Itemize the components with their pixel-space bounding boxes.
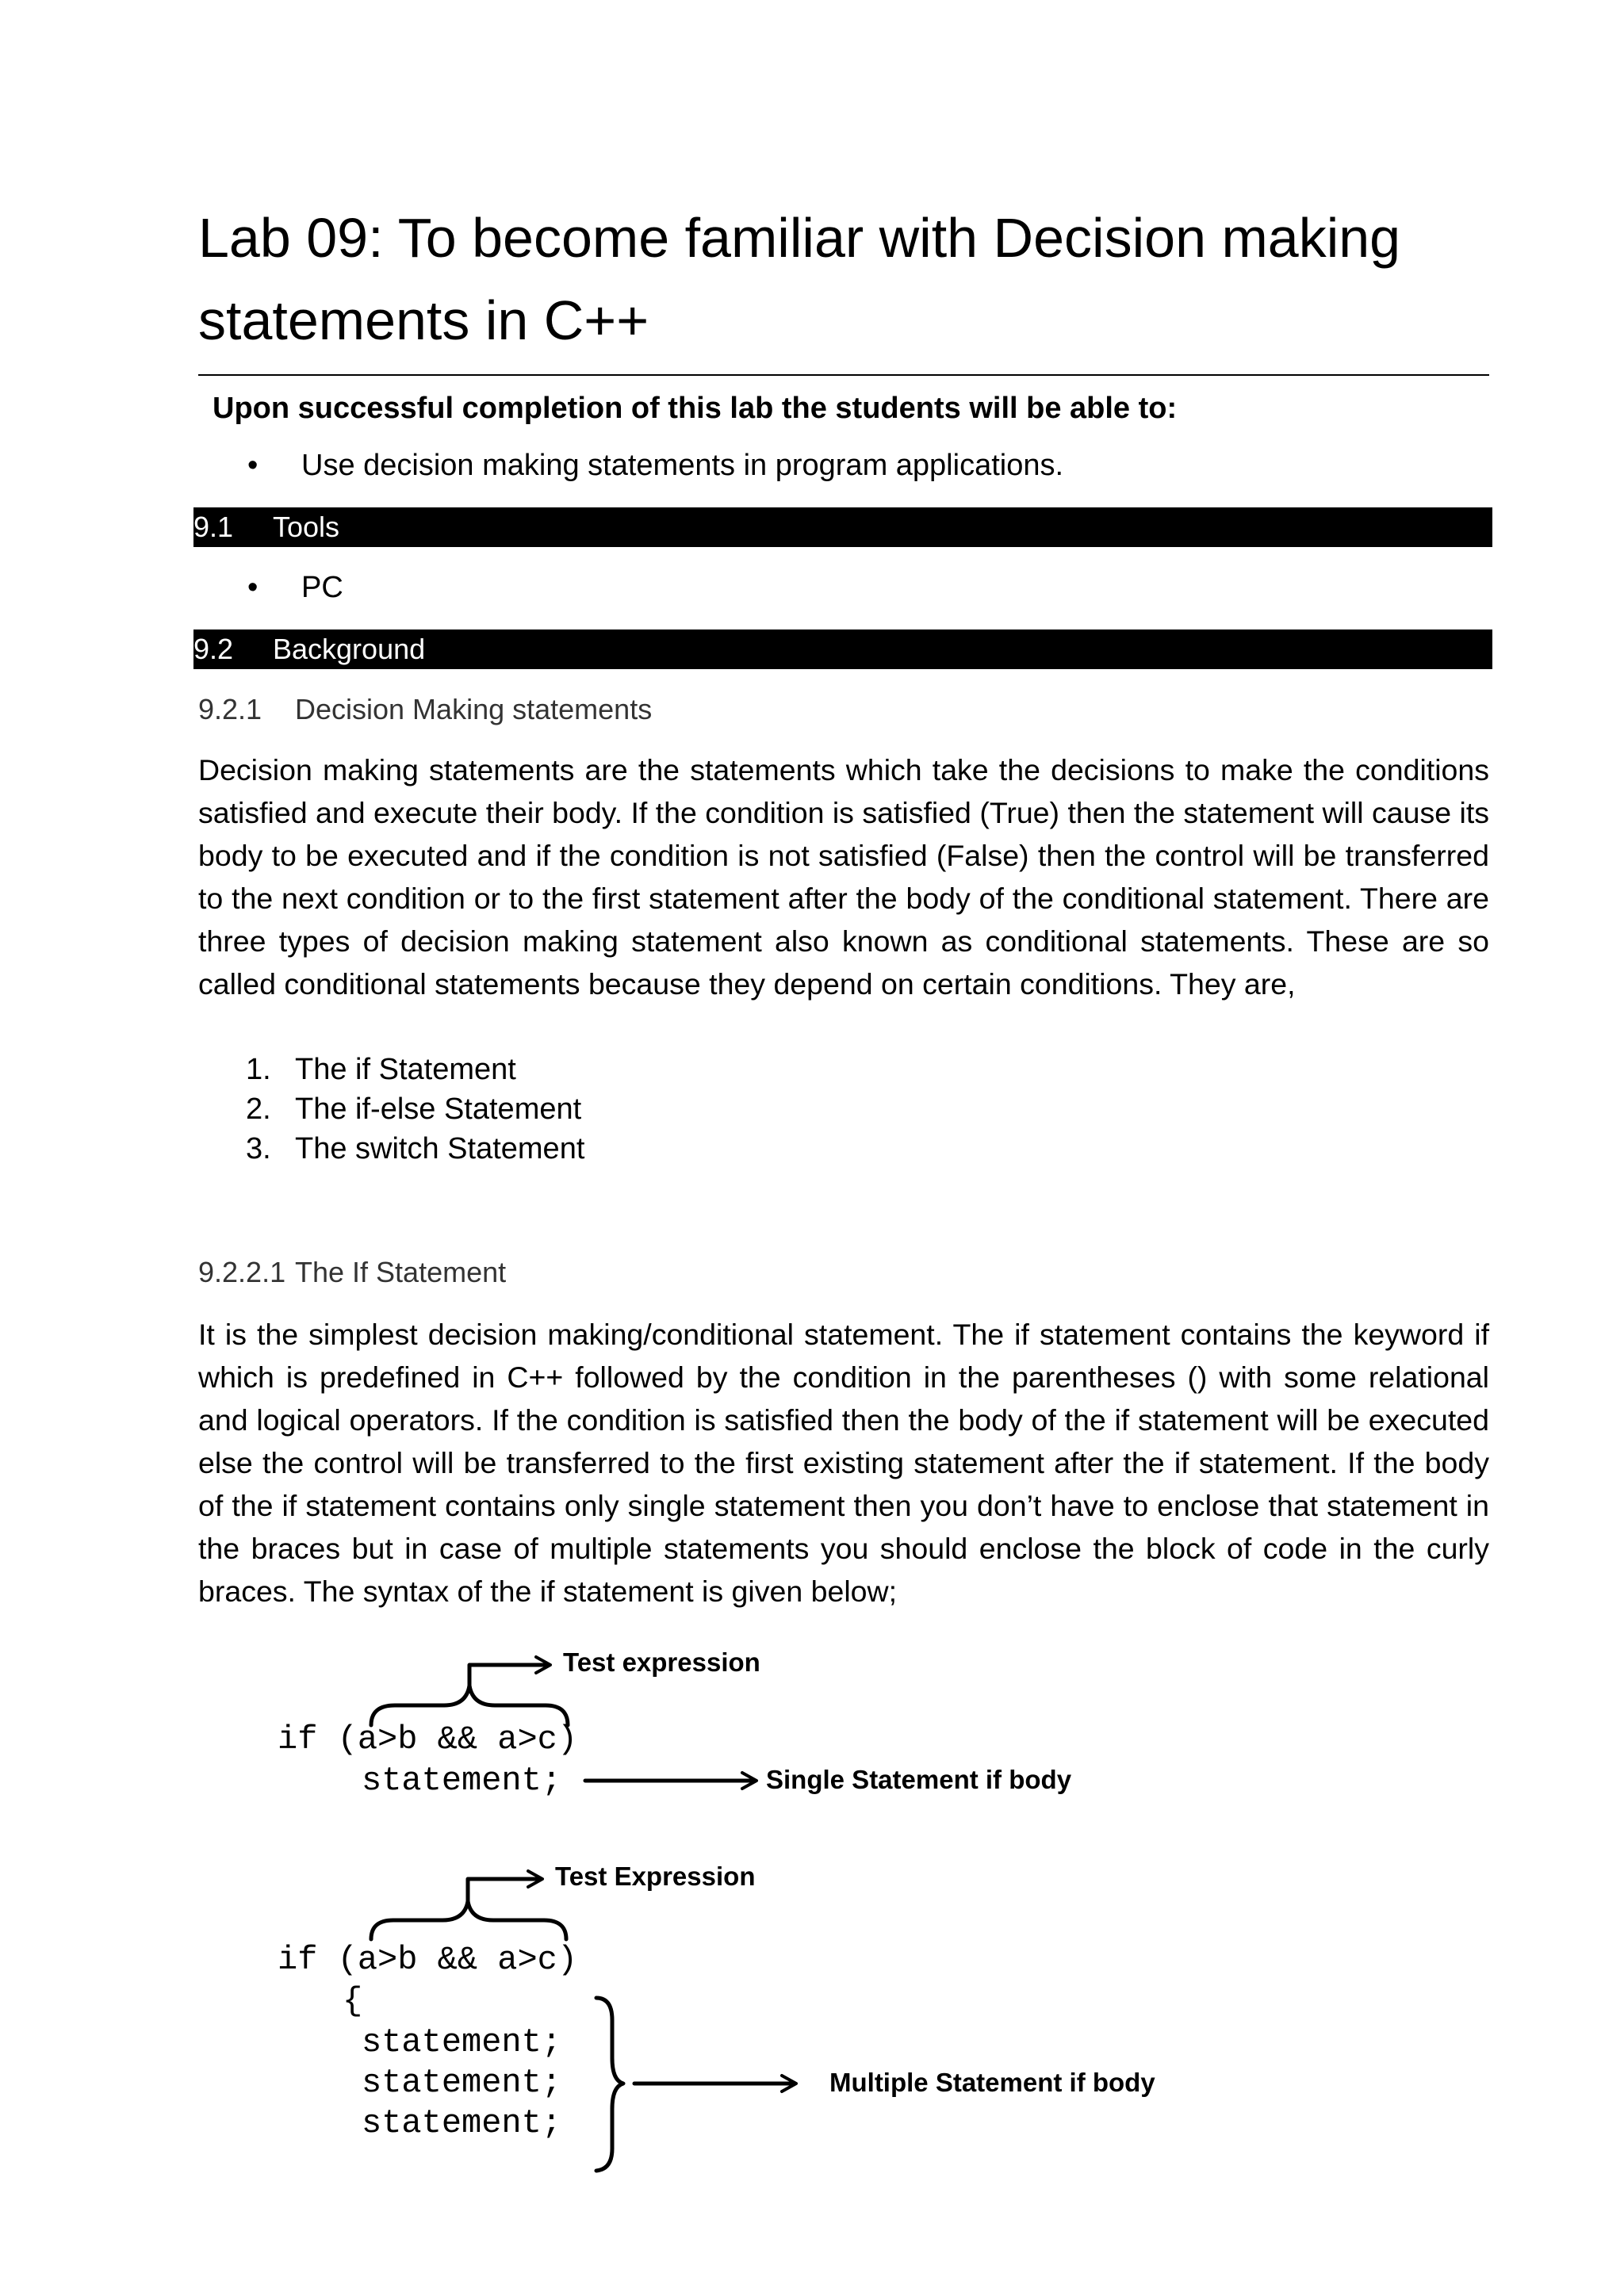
test-expression-arrow bbox=[468, 1879, 539, 1901]
list-text: The if-else Statement bbox=[295, 1093, 582, 1126]
section-label: Tools bbox=[273, 511, 340, 543]
tools-item-text: PC bbox=[301, 571, 343, 604]
subsection-number: 9.2.1 bbox=[198, 693, 262, 725]
code-if-condition: if (a>b && a>c) bbox=[278, 1720, 578, 1758]
test-expression-label: Test Expression bbox=[555, 1862, 756, 1891]
list-number: 1. bbox=[246, 1053, 271, 1086]
if-paragraph: It is the simplest decision making/conditional statement. The if statement contains the keyword if which is predefined in C++ followed by the condition in the parentheses () with some relational and logical operators. If the condition is satisfied then the body of the if statement will be executed else the control will be transferred to the first existing statement after the if statement. If the body of the if statement contains only single statement then you don’t have to enclose that statement in the braces but in case of multiple statements you should enclose the block of code in the curly braces. The syntax of the if statement is given below; bbox=[198, 1318, 1489, 1608]
code-statement: statement; bbox=[362, 2064, 562, 2102]
multiple-body-label: Multiple Statement if body bbox=[829, 2068, 1155, 2097]
bullet-icon: • bbox=[247, 449, 259, 482]
section-label: Background bbox=[273, 633, 426, 665]
test-expression-arrow bbox=[469, 1665, 547, 1686]
subsection-label: Decision Making statements bbox=[295, 693, 653, 725]
objectives-heading: Upon successful completion of this lab the students will be able to: bbox=[213, 392, 1178, 425]
code-if-condition: if (a>b && a>c) bbox=[278, 1941, 578, 1979]
list-text: The if Statement bbox=[295, 1053, 516, 1086]
condition-brace bbox=[371, 1901, 566, 1939]
code-statement: statement; bbox=[362, 1762, 562, 1800]
code-statement: statement; bbox=[362, 2104, 562, 2142]
objective-text: Use decision making statements in program applications. bbox=[301, 449, 1064, 482]
body-brace bbox=[596, 1998, 623, 2171]
subsection-number: 9.2.2.1 bbox=[198, 1256, 286, 1288]
page-title: Lab 09: To become familiar with Decision making statements in C++ bbox=[198, 207, 1401, 351]
test-expression-label: Test expression bbox=[563, 1647, 760, 1677]
list-text: The switch Statement bbox=[295, 1132, 585, 1165]
code-statement: statement; bbox=[362, 2023, 562, 2061]
bullet-icon: • bbox=[247, 571, 259, 604]
list-number: 3. bbox=[246, 1132, 271, 1165]
list-number: 2. bbox=[246, 1093, 271, 1126]
section-number: 9.2 bbox=[193, 633, 234, 665]
code-open-brace: { bbox=[343, 1982, 363, 2020]
section-number: 9.1 bbox=[193, 511, 234, 543]
subsection-label: The If Statement bbox=[295, 1256, 507, 1288]
single-body-label: Single Statement if body bbox=[766, 1765, 1072, 1794]
condition-brace bbox=[371, 1686, 568, 1725]
decision-paragraph: Decision making statements are the statements which take the decisions to make the conditions satisfied and execute their body. If the condition is satisfied (True) then the statement will cause its body to be executed and if the condition is not satisfied (False) then the control will be transferred to the next condition or to the first statement after the body of the conditional statement. There are three types of decision making statement also known as conditional statements. These are so called conditional statements because they depend on certain conditions. They are, bbox=[198, 753, 1489, 1001]
